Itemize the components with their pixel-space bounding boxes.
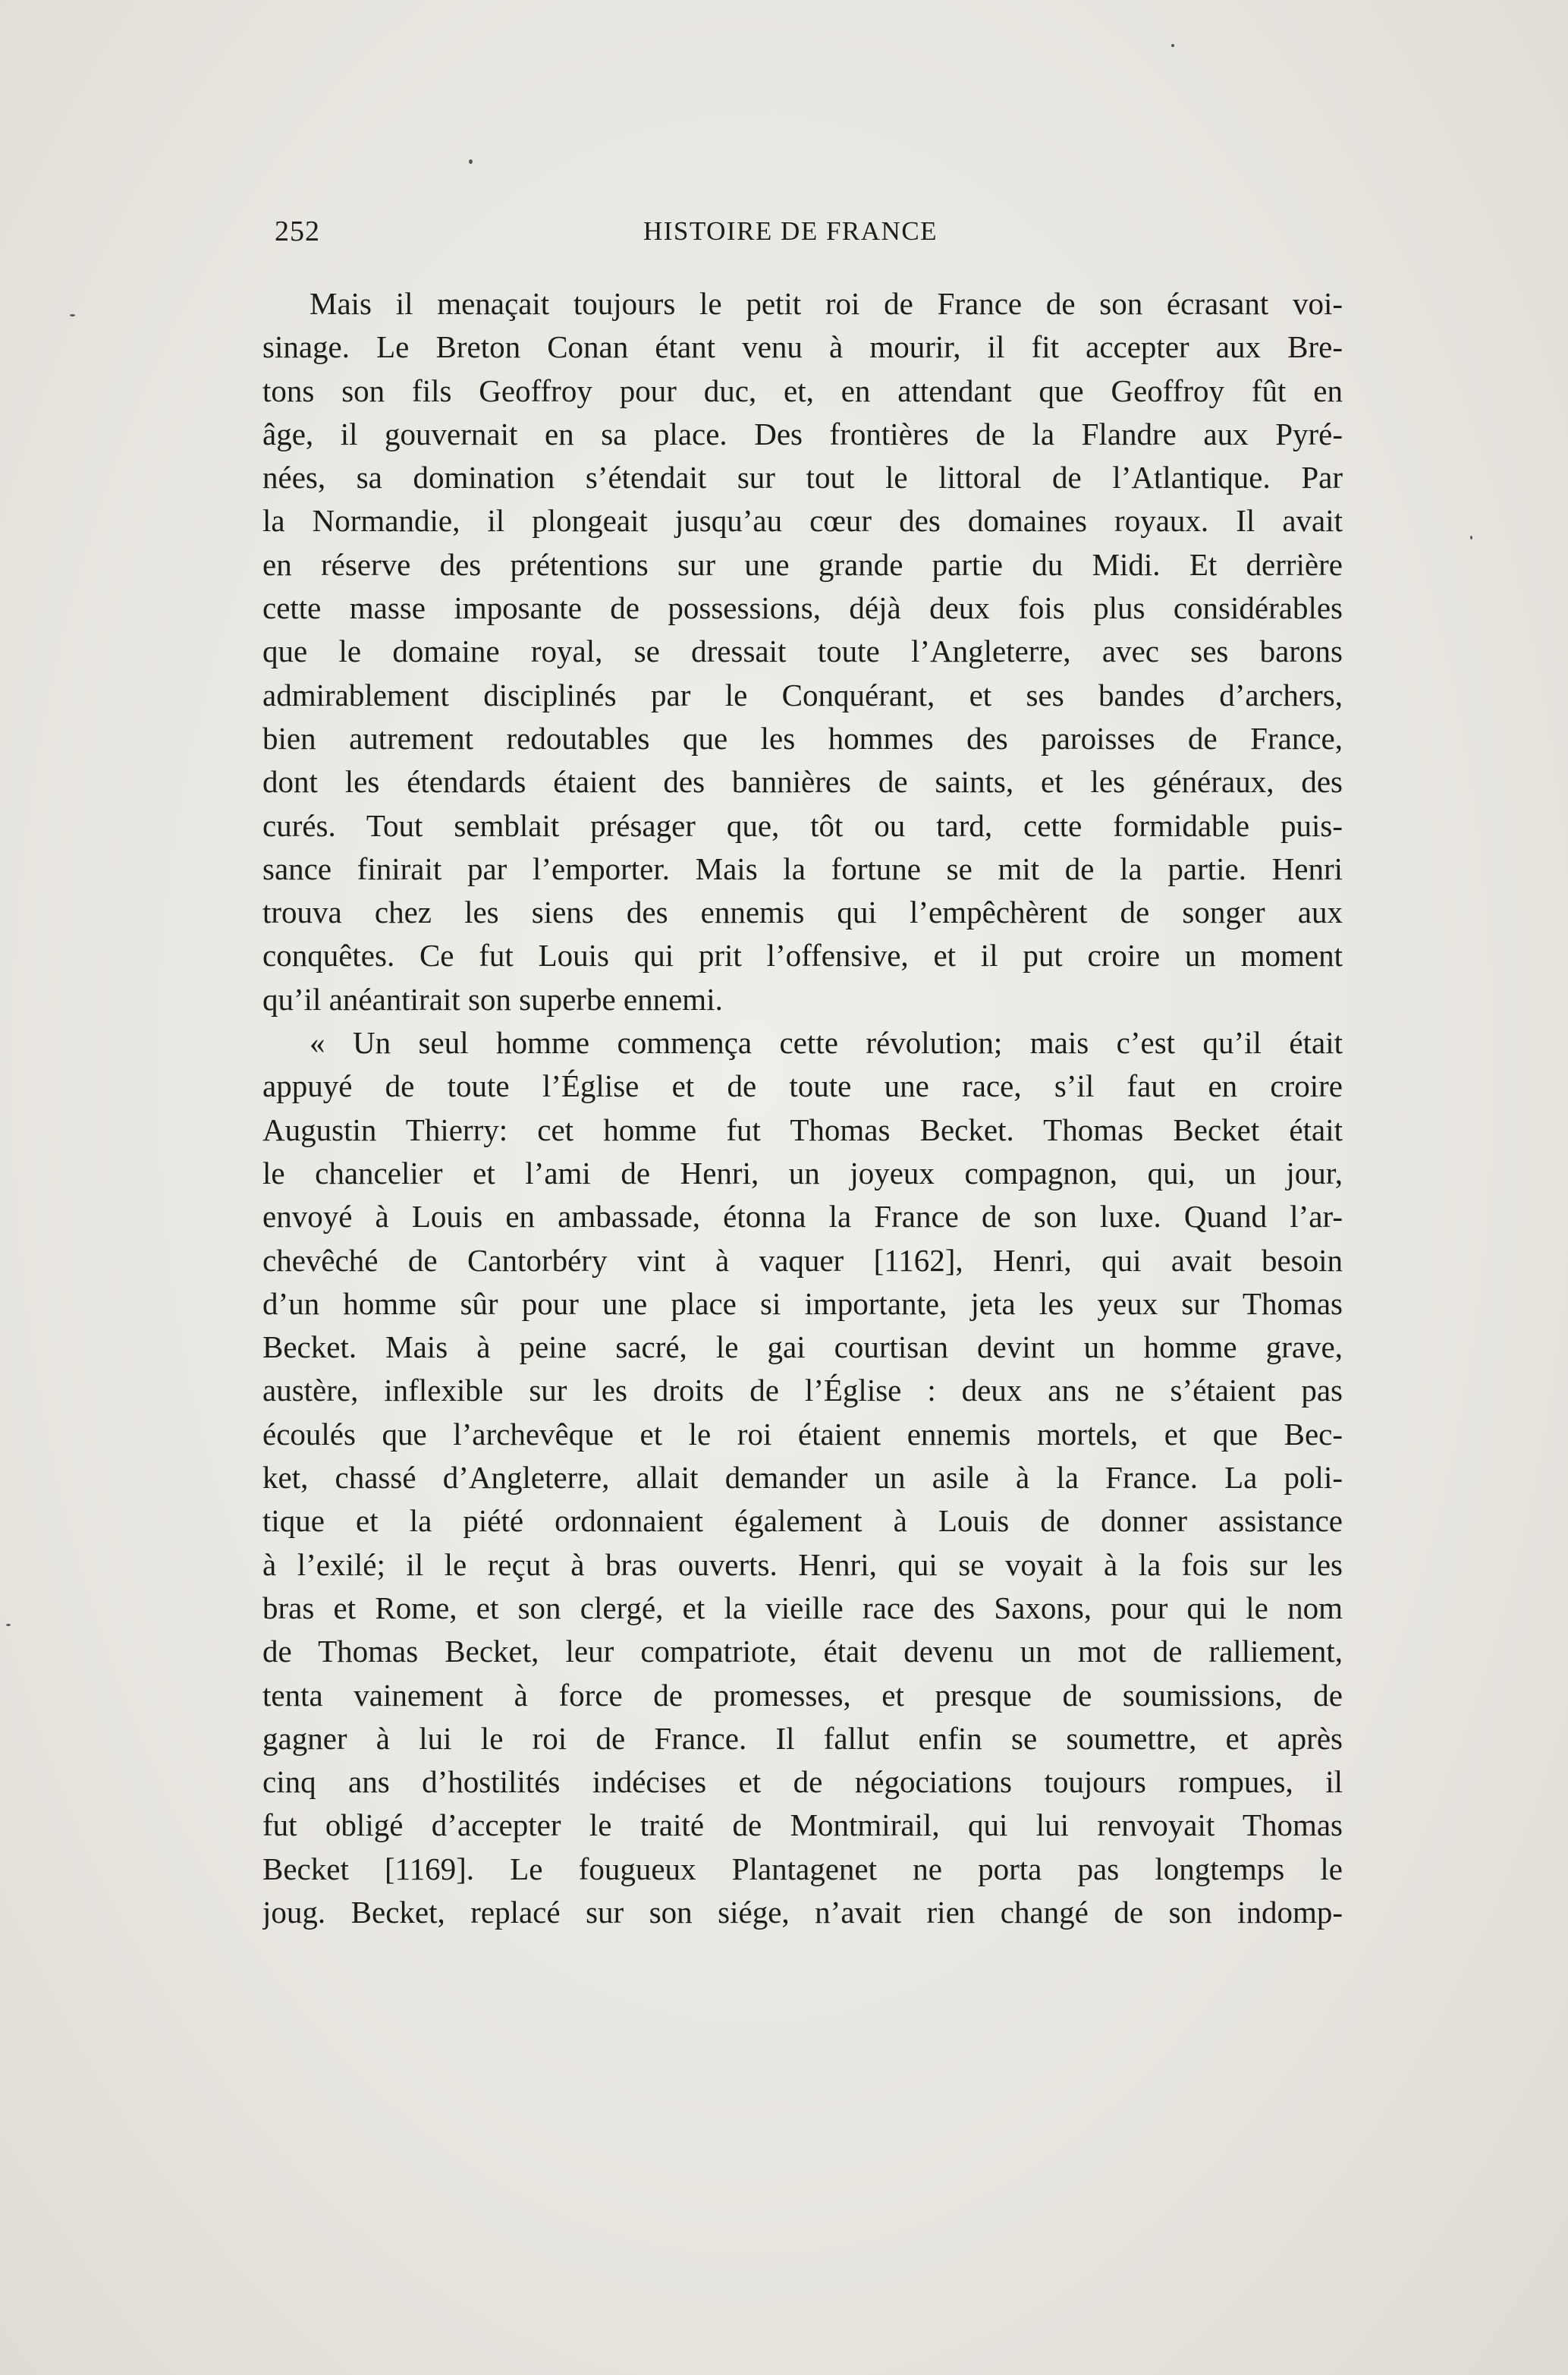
- text-line: trouva chez les siens des ennemis qui l’empêchèrent de songer aux: [262, 895, 1343, 930]
- text-line: cinq ans d’hostilités indécises et de négociations toujours rompues, il: [262, 1764, 1343, 1800]
- text-line: Becket. Mais à peine sacré, le gai courtisan devint un homme grave,: [262, 1329, 1343, 1365]
- text-line: nées, sa domination s’étendait sur tout le littoral de l’Atlantique. Par: [262, 460, 1343, 495]
- text-line: ket, chassé d’Angleterre, allait demander un asile à la France. La poli-: [262, 1460, 1343, 1496]
- text-line: à l’exilé; il le reçut à bras ouverts. Henri, qui se voyait à la fois sur les: [262, 1546, 1343, 1582]
- text-line: Becket [1169]. Le fougueux Plantagenet ne porta pas longtemps le: [262, 1851, 1343, 1886]
- text-line: le chancelier et l’ami de Henri, un joyeux compagnon, qui, un jour,: [262, 1155, 1343, 1191]
- paper-speck: [6, 1624, 11, 1626]
- text-line: sance finirait par l’emporter. Mais la fortune se mit de la partie. Henri: [262, 851, 1343, 886]
- text-line: austère, inflexible sur les droits de l’Église : deux ans ne s’étaient pas: [262, 1373, 1343, 1408]
- text-line: joug. Becket, replacé sur son siége, n’avait rien changé de son indomp-: [262, 1894, 1343, 1930]
- text-line: cette masse imposante de possessions, déjà deux fois plus considérables: [262, 590, 1343, 626]
- text-line: bien autrement redoutables que les hommes des paroisses de France,: [262, 720, 1343, 756]
- paper-speck: [70, 314, 75, 316]
- paper-speck: [1171, 44, 1174, 47]
- text-line: gagner à lui le roi de France. Il fallut enfin se soumettre, et après: [262, 1720, 1343, 1756]
- page-header: [275, 215, 1343, 260]
- text-line: bras et Rome, et son clergé, et la vieille race des Saxons, pour qui le nom: [262, 1590, 1343, 1625]
- body-text: [262, 282, 1343, 1934]
- text-line: que le domaine royal, se dressait toute l’Angleterre, avec ses barons: [262, 634, 1343, 669]
- text-line: chevêché de Cantorbéry vint à vaquer [1162], Henri, qui avait besoin: [262, 1242, 1343, 1278]
- paper-speck: [1470, 536, 1472, 539]
- paper-speck: [469, 159, 473, 164]
- text-line: âge, il gouvernait en sa place. Des frontières de la Flandre aux Pyré-: [262, 416, 1343, 451]
- text-line: appuyé de toute l’Église et de toute une race, s’il faut en croire: [262, 1068, 1343, 1104]
- text-line: d’un homme sûr pour une place si importante, jeta les yeux sur Thomas: [262, 1285, 1343, 1321]
- text-line: écoulés que l’archevêque et le roi étaient ennemis mortels, et que Bec-: [262, 1416, 1343, 1452]
- text-line: Augustin Thierry: cet homme fut Thomas Becket. Thomas Becket était: [262, 1112, 1343, 1147]
- text-line: dont les étendards étaient des bannières de saints, et les généraux, des: [262, 764, 1343, 800]
- text-line: Mais il menaçait toujours le petit roi de France de son écrasant voi-: [310, 286, 1343, 321]
- text-line: tons son fils Geoffroy pour duc, et, en attendant que Geoffroy fût en: [262, 373, 1343, 408]
- text-line: qu’il anéantirait son superbe ennemi.: [262, 981, 723, 1017]
- running-title: HISTOIRE DE FRANCE: [643, 216, 938, 246]
- text-line: conquêtes. Ce fut Louis qui prit l’offensive, et il put croire un moment: [262, 938, 1343, 974]
- text-line: sinage. Le Breton Conan étant venu à mourir, il fit accepter aux Bre-: [262, 329, 1343, 365]
- text-line: admirablement disciplinés par le Conquérant, et ses bandes d’archers,: [262, 677, 1343, 712]
- text-line: de Thomas Becket, leur compatriote, était devenu un mot de ralliement,: [262, 1634, 1343, 1669]
- text-line: curés. Tout semblait présager que, tôt ou tard, cette formidable puis-: [262, 807, 1343, 843]
- text-line: tenta vainement à force de promesses, et presque de soumissions, de: [262, 1677, 1343, 1713]
- text-line: en réserve des prétentions sur une grande partie du Midi. Et derrière: [262, 546, 1343, 582]
- text-line: fut obligé d’accepter le traité de Montmirail, qui lui renvoyait Thomas: [262, 1807, 1343, 1843]
- page-number: 252: [275, 215, 320, 247]
- text-line: « Un seul homme commença cette révolution; mais c’est qu’il était: [310, 1025, 1343, 1061]
- text-line: tique et la piété ordonnaient également à Louis de donner assistance: [262, 1503, 1343, 1539]
- text-line: la Normandie, il plongeait jusqu’au cœur des domaines royaux. Il avait: [262, 503, 1343, 539]
- text-line: envoyé à Louis en ambassade, étonna la France de son luxe. Quand l’ar-: [262, 1199, 1343, 1235]
